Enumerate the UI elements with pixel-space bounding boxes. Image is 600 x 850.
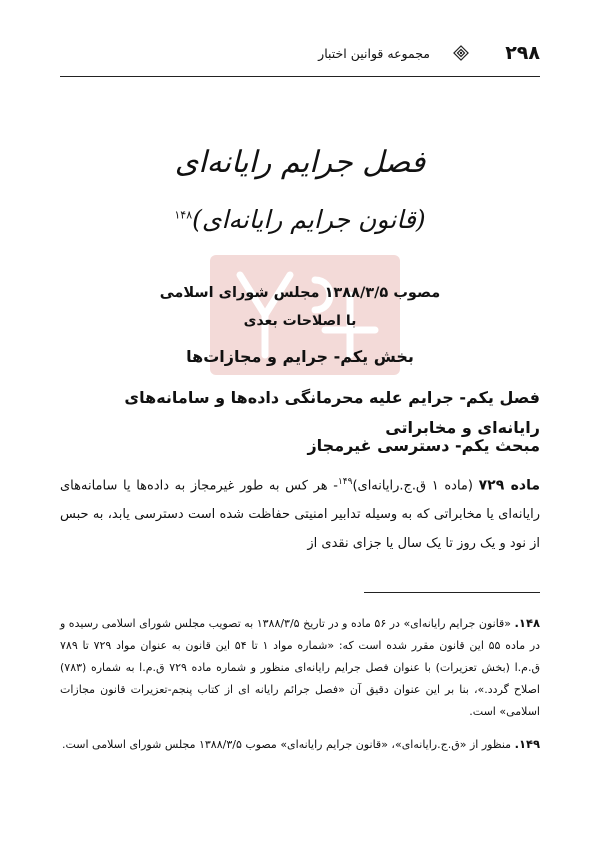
section-title: بخش یکم- جرایم و مجازات‌ها	[186, 347, 414, 366]
article-ref: (ماده ۱ ق.ج.رایانه‌ای)	[352, 478, 473, 494]
page-header	[60, 40, 540, 70]
footnote-text: منظور از «ق.ج.رایانه‌ای»، «قانون جرایم رایانه‌ای» مصوب ۱۳۸۸/۳/۵ مجلس شورای اسلامی است.	[61, 738, 512, 751]
footnote-ref-148: ۱۴۸	[174, 208, 193, 222]
footnote-149	[60, 733, 540, 756]
header-rule	[60, 76, 540, 77]
book-title: مجموعه قوانین اختبار	[318, 46, 430, 61]
article-label: ماده ۷۲۹	[478, 477, 540, 494]
page-number: ۲۹۸	[505, 42, 540, 64]
law-name: (قانون جرایم رایانه‌ای)	[192, 205, 426, 234]
footnote-text: «قانون جرایم رایانه‌ای» در ۵۶ ماده و در تاریخ ۱۳۸۸/۳/۵ به تصویب مجلس شورای اسلامی رسیده و در ماده ۵۵ این قانون مقرر شده است که: «شماره مواد ۱ تا ۵۴ این قانون به عنوان مواد ۷۲۹ تا ۷۸۹ ق.م.ا (بخش تعزیرات) با عنوان فصل جرایم رایانه‌ای منظور و شماره ماده ۷۲۹ ق.م.ا به شماره (۷۸۳) اصلاح گردد.»، بنا بر این عنوان دقیق آن «فصل جرائم رایانه ای از کتاب پنجم-تعزیرات قانون مجازات اسلامی» است.	[60, 617, 541, 718]
ornament-icon	[452, 44, 470, 62]
footnote-148	[60, 612, 540, 723]
approval-line: مصوب ۱۳۸۸/۳/۵ مجلس شورای اسلامی	[159, 285, 441, 301]
footnote-rule	[364, 592, 540, 593]
amendments-line: با اصلاحات بعدی	[243, 313, 357, 329]
footnote-ref-149: ۱۴۹	[337, 477, 353, 487]
article-text: - هر کس به طور غیرمجاز به داده‌ها یا سامانه‌های رایانه‌ای یا مخابراتی که به وسیله تدابیر امنیتی حفاظت شده است دسترسی یابد، به حبس از نود و یک روز تا یک سال یا جزای نقدی از	[60, 478, 540, 552]
article-paragraph	[60, 468, 540, 558]
law-title	[60, 205, 540, 234]
footnote-number: ۱۴۸.	[514, 616, 540, 630]
main-title: فصل جرایم رایانه‌ای	[174, 145, 426, 180]
footnote-number: ۱۴۹.	[514, 737, 540, 751]
subsection-title: مبحث یکم- دسترسی غیرمجاز	[307, 436, 540, 455]
chapter-title: فصل یکم- جرایم علیه محرمانگی داده‌ها و سامانه‌های رایانه‌ای و مخابراتی	[124, 388, 540, 437]
